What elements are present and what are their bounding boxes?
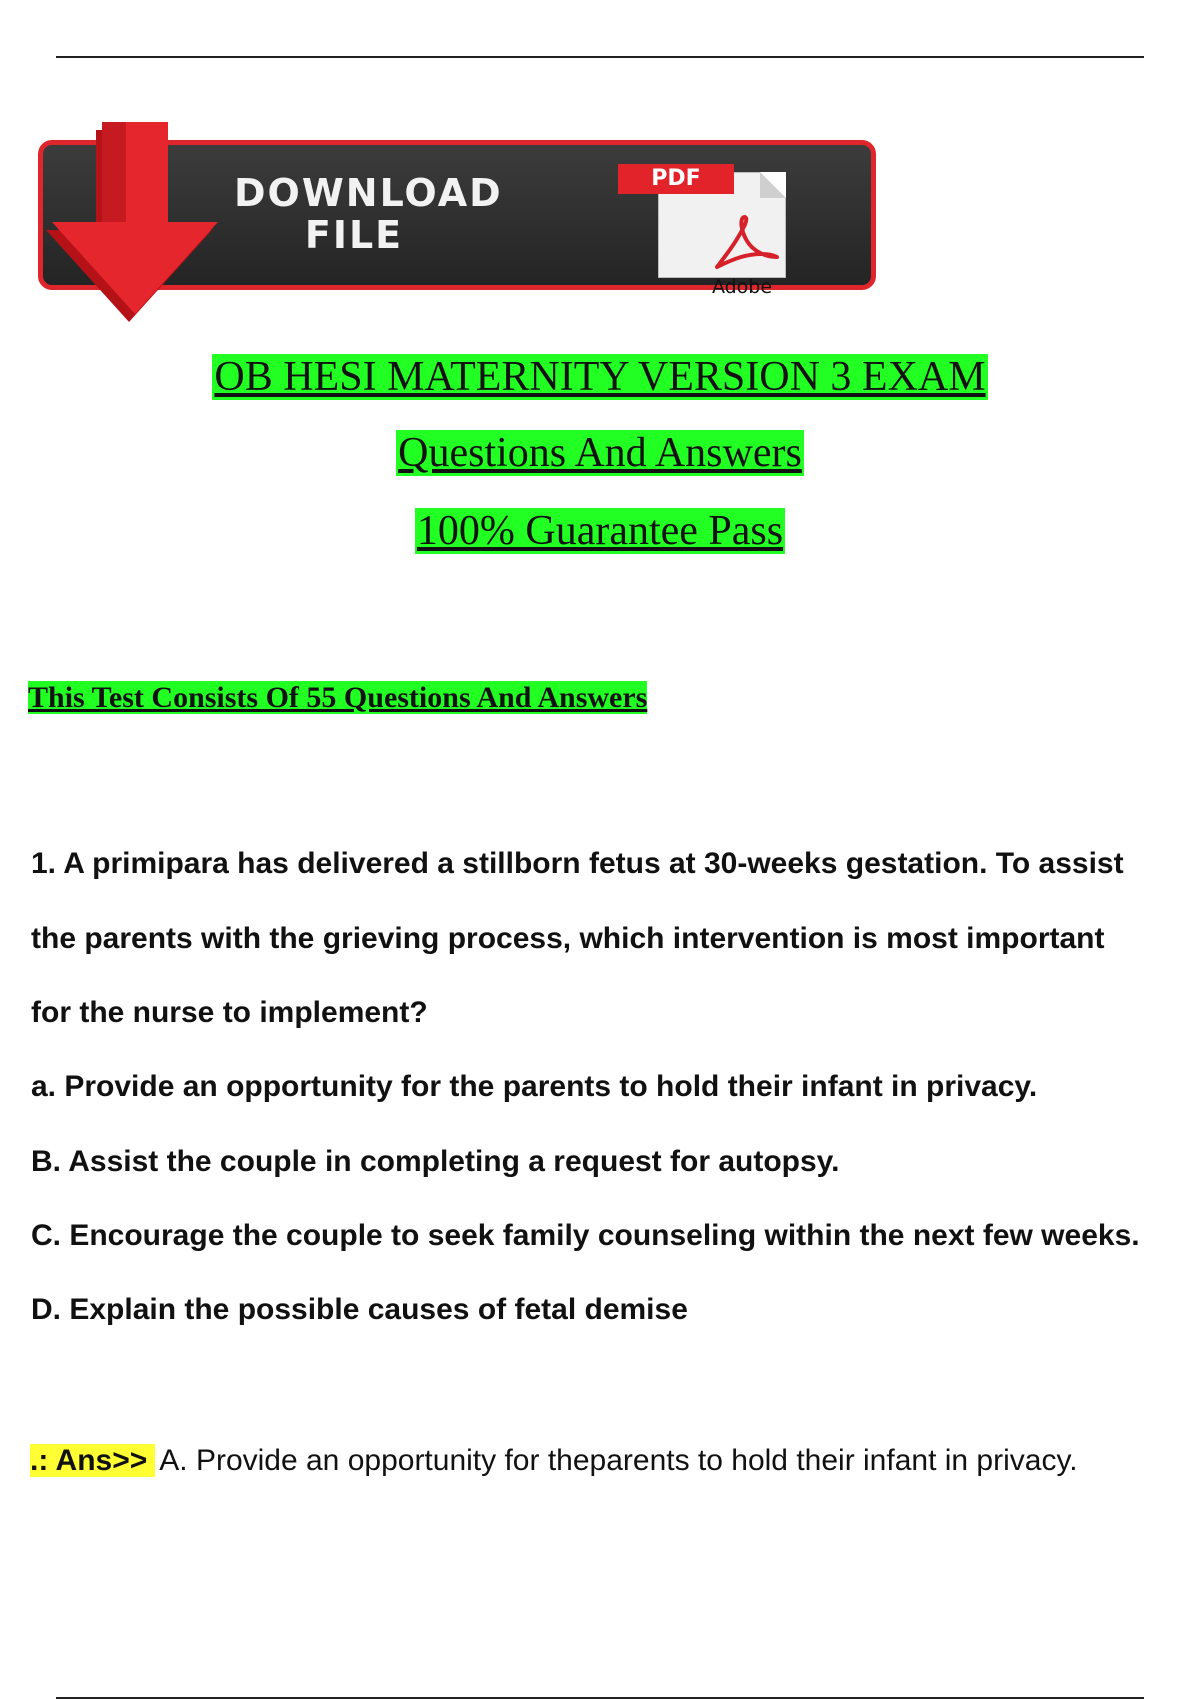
top-rule <box>56 56 1144 58</box>
download-file-banner[interactable] <box>34 122 880 332</box>
title-line-2 <box>0 428 1200 478</box>
test-info-text: This Test Consists Of 55 Questions And Answers <box>28 681 648 714</box>
option-b: B. Assist the couple in completing a request for autopsy. <box>31 1145 840 1178</box>
download-arrow-icon <box>34 122 234 332</box>
adobe-label: Adobe <box>711 276 773 298</box>
pdf-tag: PDF <box>618 164 734 194</box>
answer-text: A. Provide an opportunity for theparents to hold their infant in privacy. <box>159 1444 1078 1477</box>
test-info-heading <box>28 680 647 716</box>
option-c: C. Encourage the couple to seek family counseling within the next few weeks. <box>31 1219 1140 1252</box>
title-text-2: Questions And Answers <box>398 430 802 476</box>
answer-line <box>30 1443 1078 1479</box>
question-line-2: the parents with the grieving process, which intervention is most important <box>31 922 1105 955</box>
option-a: a. Provide an opportunity for the parents to hold their infant in privacy. <box>31 1070 1038 1103</box>
pdf-page-fold <box>760 172 786 198</box>
question-line-3: for the nurse to implement? <box>31 996 428 1029</box>
adobe-pdf-icon <box>618 164 788 304</box>
title-line-3 <box>0 506 1200 556</box>
title-text-3: 100% Guarantee Pass <box>416 508 784 554</box>
banner-text <box>234 171 503 257</box>
answer-label: .: Ans>> <box>30 1444 155 1477</box>
acrobat-swoosh-icon <box>711 213 781 271</box>
option-d: D. Explain the possible causes of fetal demise <box>31 1293 688 1326</box>
title-text-1: OB HESI MATERNITY VERSION 3 EXAM <box>214 354 986 400</box>
bottom-rule <box>56 1697 1144 1699</box>
title-line-1 <box>0 352 1200 402</box>
question-line-1: 1. A primipara has delivered a stillborn fetus at 30-weeks gestation. To assist <box>31 847 1124 880</box>
banner-line-file: FILE <box>304 213 404 257</box>
banner-line-download: DOWNLOAD <box>234 171 503 215</box>
